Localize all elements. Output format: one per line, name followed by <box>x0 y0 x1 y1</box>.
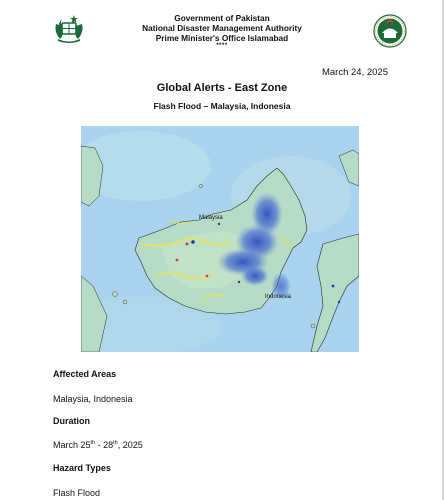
header-stars: **** <box>216 43 228 49</box>
document-date: March 24, 2025 <box>321 67 388 78</box>
letterhead <box>110 13 334 49</box>
hazard-types-heading: Hazard Types <box>53 463 111 473</box>
ndma-logo-icon <box>373 14 407 48</box>
header-line-government: Government of Pakistan <box>174 13 270 23</box>
duration-start: March 25 <box>53 440 91 450</box>
map-label-malaysia: Malaysia <box>199 215 223 221</box>
affected-areas-heading: Affected Areas <box>53 369 117 379</box>
hazard-types-value: Flash Flood <box>53 488 101 498</box>
flood-map-graphic <box>81 126 359 352</box>
page-title: Global Alerts - East Zone <box>156 82 288 94</box>
duration-end-suffix: th <box>113 440 118 446</box>
map-label-indonesia: Indonesia <box>265 294 292 300</box>
duration-heading: Duration <box>53 416 90 426</box>
duration-start-suffix: th <box>90 440 96 446</box>
duration-separator: - 28 <box>95 440 114 450</box>
header-line-authority: National Disaster Management Authority <box>142 23 302 33</box>
pakistan-emblem-icon <box>52 12 86 44</box>
affected-areas-value: Malaysia, Indonesia <box>53 394 133 404</box>
duration-value <box>53 440 143 450</box>
header-line-office: Prime Minister's Office Islamabad <box>155 33 289 43</box>
duration-year: , 2025 <box>117 440 143 450</box>
page-subtitle: Flash Flood – Malaysia, Indonesia <box>153 101 291 111</box>
flood-map <box>81 126 359 352</box>
